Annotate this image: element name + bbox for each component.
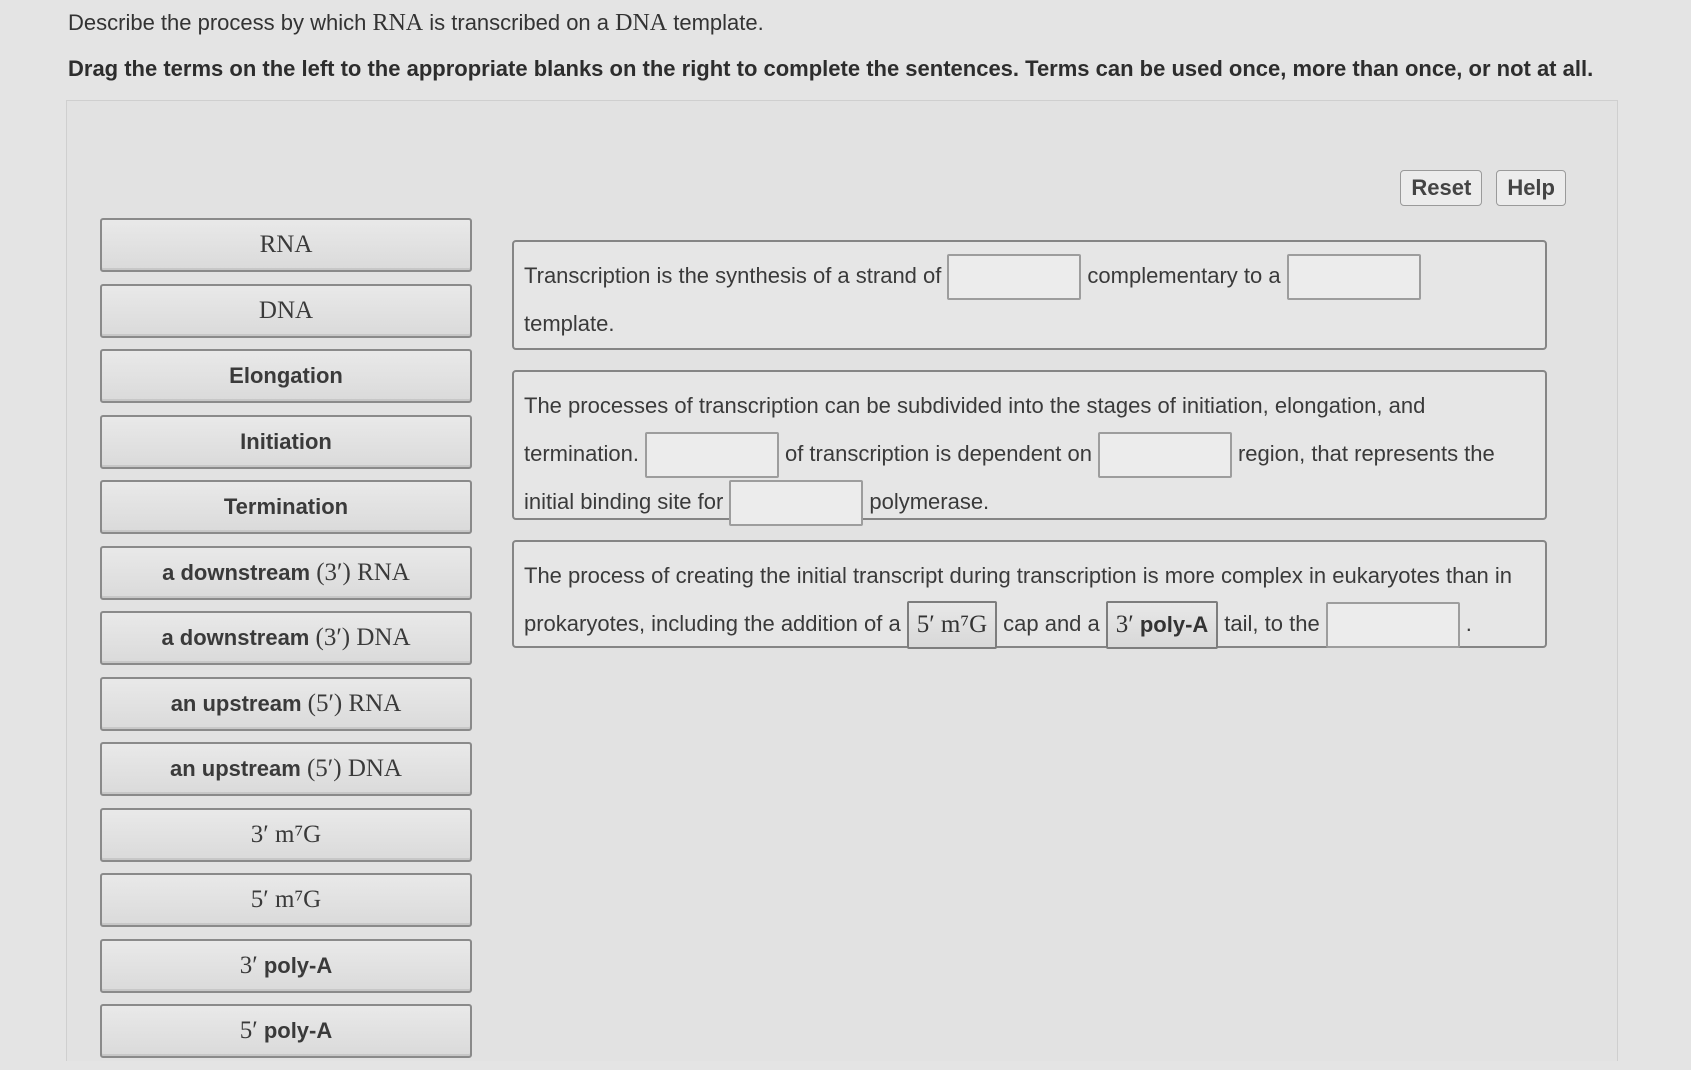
sentence-text: complementary to a bbox=[1087, 263, 1281, 288]
drop-blank-2[interactable] bbox=[1287, 254, 1421, 300]
sentence-text: The processes of transcription can be subdivided into the stages of initiation, elongation, and termination. bbox=[524, 393, 1426, 466]
term-label: a downstream bbox=[162, 559, 311, 585]
filled-term-3-poly-a[interactable] bbox=[1106, 601, 1219, 649]
sentence-3 bbox=[512, 540, 1547, 648]
sentence-text: . bbox=[1465, 611, 1472, 636]
sentence-text: region, that represents the initial binding site for bbox=[524, 441, 1495, 515]
term-upstream-dna[interactable] bbox=[100, 742, 472, 796]
sentence-text: cap and a bbox=[1003, 611, 1100, 636]
term-math: (3′) DNA bbox=[315, 624, 411, 651]
filled-math: 3′ bbox=[1115, 611, 1134, 639]
term-dna[interactable] bbox=[100, 284, 472, 338]
question-part: is transcribed on a bbox=[423, 10, 616, 35]
term-downstream-rna[interactable] bbox=[100, 546, 472, 600]
question-term-dna: DNA bbox=[615, 10, 668, 36]
term-math: (3′) RNA bbox=[316, 558, 410, 586]
drop-blank-3[interactable] bbox=[645, 432, 779, 478]
term-label: an upstream bbox=[170, 756, 301, 781]
term-rna[interactable] bbox=[100, 218, 472, 272]
term-label: Elongation bbox=[229, 363, 343, 388]
term-label: Initiation bbox=[240, 428, 332, 454]
drop-blank-4[interactable] bbox=[1098, 432, 1232, 478]
term-5-poly-a[interactable] bbox=[100, 1004, 472, 1058]
term-downstream-dna[interactable] bbox=[100, 611, 472, 665]
toolbar bbox=[1400, 170, 1566, 206]
term-math: (5′) RNA bbox=[307, 689, 402, 717]
term-upstream-rna[interactable] bbox=[100, 677, 472, 731]
term-3-m7g[interactable] bbox=[100, 808, 472, 862]
instructions-text: Drag the terms on the left to the appropriate blanks on the right to complete the sentences. Terms can be used once, more than once, or not at all. bbox=[68, 56, 1594, 81]
drop-blank-1[interactable] bbox=[947, 254, 1081, 300]
question-text bbox=[68, 10, 764, 37]
drop-blank-5[interactable] bbox=[729, 480, 863, 526]
term-math: 5′ bbox=[239, 1017, 258, 1044]
sentence-text: tail, to the bbox=[1224, 611, 1320, 636]
sentence-text: The process of creating the initial transcript during transcription is more complex in eukaryotes than in prokaryotes, including the addition of a bbox=[524, 563, 1513, 636]
term-bank bbox=[100, 218, 472, 1070]
term-math: (5′) DNA bbox=[306, 755, 402, 782]
sentence-1 bbox=[512, 240, 1547, 350]
filled-label: 5′ m⁷G bbox=[916, 611, 988, 639]
term-label: poly-A bbox=[257, 952, 333, 978]
term-elongation[interactable] bbox=[100, 349, 472, 403]
term-label: DNA bbox=[258, 296, 314, 324]
reset-button[interactable]: Reset bbox=[1400, 170, 1482, 206]
sentence-2 bbox=[512, 370, 1547, 520]
term-label: poly-A bbox=[257, 1018, 333, 1043]
sentence-text: template. bbox=[524, 311, 615, 337]
sentence-text: of transcription is dependent on bbox=[784, 441, 1092, 466]
term-label: 3′ m⁷G bbox=[250, 820, 322, 848]
drop-blank-6[interactable] bbox=[1326, 602, 1460, 648]
question-part: template. bbox=[667, 10, 764, 35]
sentence-text: Transcription is the synthesis of a strand of bbox=[524, 263, 942, 288]
term-label: Termination bbox=[223, 494, 349, 519]
term-termination[interactable] bbox=[100, 480, 472, 534]
term-3-poly-a[interactable] bbox=[100, 939, 472, 993]
term-initiation[interactable] bbox=[100, 415, 472, 469]
help-button[interactable]: Help bbox=[1496, 170, 1566, 206]
sentence-text: polymerase. bbox=[869, 489, 990, 515]
term-label: a downstream bbox=[161, 625, 310, 650]
question-part: Describe the process by which bbox=[68, 10, 373, 35]
term-5-m7g[interactable] bbox=[100, 873, 472, 927]
term-label: an upstream bbox=[170, 690, 302, 716]
filled-label: poly-A bbox=[1133, 612, 1209, 638]
question-term-rna: RNA bbox=[372, 10, 424, 36]
filled-term-5-m7g[interactable] bbox=[907, 601, 997, 649]
term-label: RNA bbox=[259, 231, 313, 258]
term-label: 5′ m⁷G bbox=[250, 886, 322, 913]
term-math: 3′ bbox=[239, 951, 258, 979]
